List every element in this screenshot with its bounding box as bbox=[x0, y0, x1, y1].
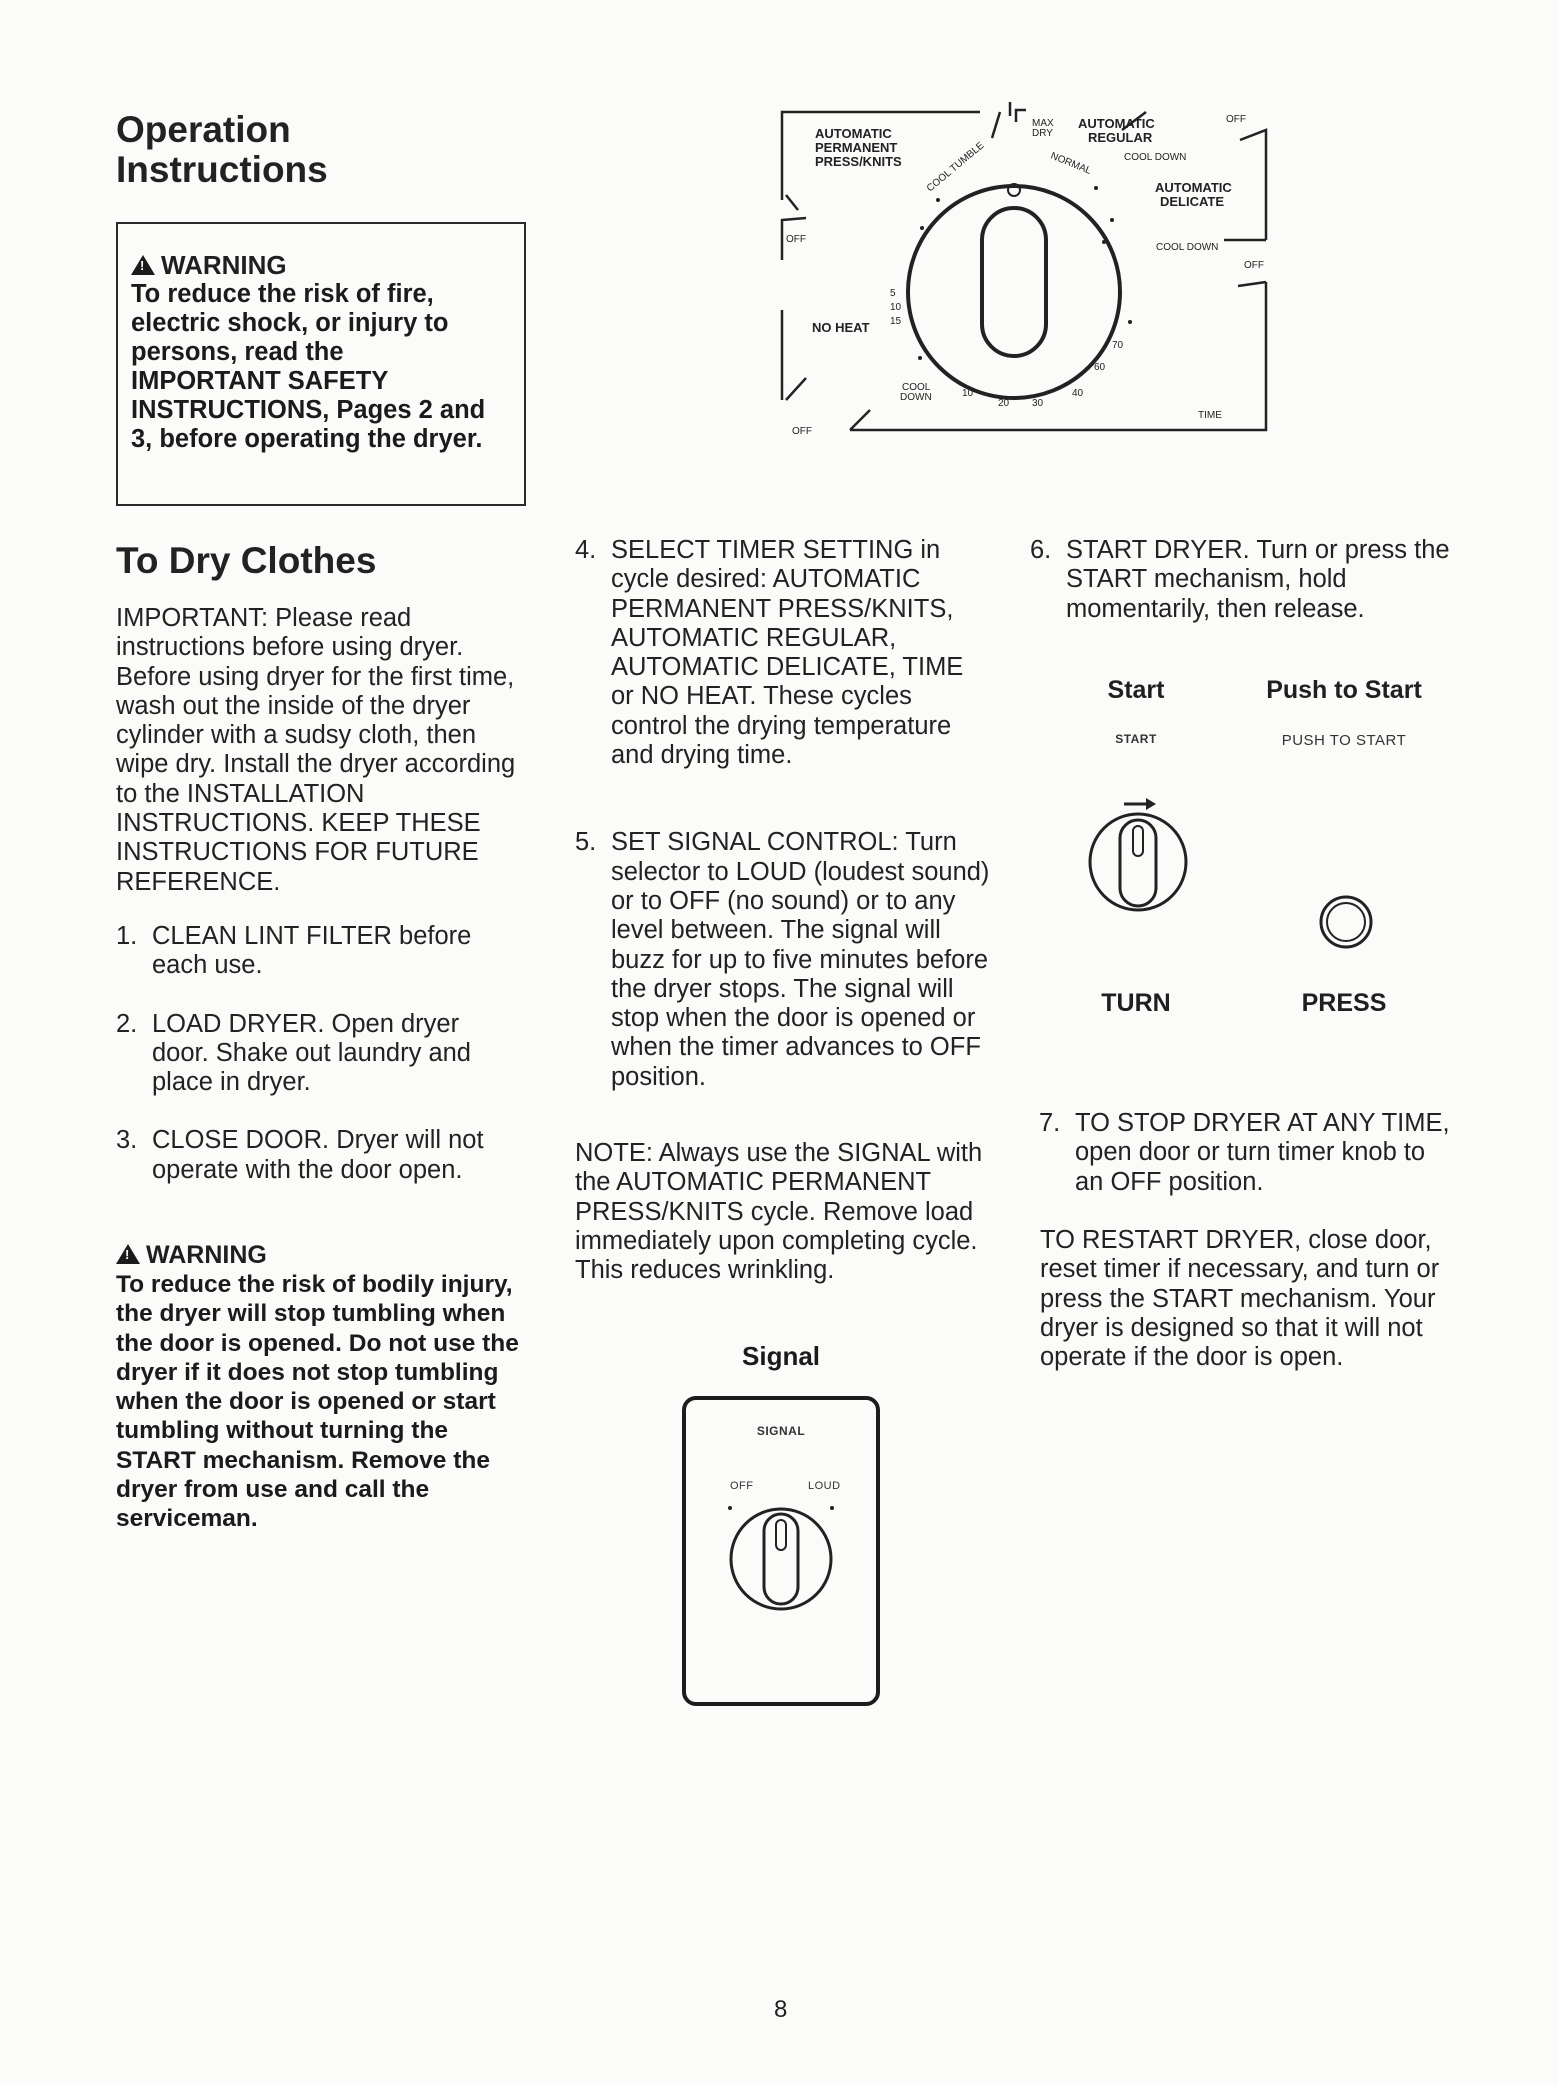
steps-list-2 bbox=[575, 536, 990, 1092]
dial-mark: 15 bbox=[890, 316, 902, 327]
dial-label-press-knits: PRESS/KNITS bbox=[815, 154, 902, 169]
dial-mark: 5 bbox=[890, 288, 896, 299]
dial-mark: 60 bbox=[1094, 362, 1106, 373]
dial-label-cool: COOL bbox=[902, 382, 931, 393]
list-item: 5. SET SIGNAL CONTROL: Turn selector to LOUD (loudest sound) or to OFF (no sound) or to any level between. The signal will buzz for up to five minutes before the dryer stops. The signal will stop when the door is opened or when the timer advances to OFF position. bbox=[575, 828, 990, 1091]
signal-panel bbox=[682, 1396, 880, 1706]
dial-label-off-left: OFF bbox=[786, 234, 806, 245]
signal-loud-label: LOUD bbox=[808, 1480, 841, 1492]
warning-label: WARNING bbox=[146, 1241, 267, 1269]
steps-list-1 bbox=[116, 922, 526, 1185]
start-sub-label: START bbox=[1115, 732, 1157, 746]
push-start-button[interactable] bbox=[1318, 894, 1374, 950]
list-item: 7. TO STOP DRYER AT ANY TIME, open door or turn timer knob to an OFF position. bbox=[1039, 1109, 1450, 1196]
dial-circle bbox=[908, 186, 1120, 398]
push-to-start-sub-label: PUSH TO START bbox=[1281, 732, 1407, 749]
dial-mark: 30 bbox=[1032, 398, 1044, 409]
dial-label-off-bottom: OFF bbox=[792, 426, 812, 437]
dial-label-permanent: PERMANENT bbox=[815, 140, 898, 155]
dial-label-down: DOWN bbox=[900, 392, 932, 403]
dial-label-no-heat: NO HEAT bbox=[812, 320, 870, 335]
step-6 bbox=[1030, 536, 1450, 624]
note-paragraph: NOTE: Always use the SIGNAL with the AUTOMATIC PERMANENT PRESS/KNITS cycle. Remove load immediately upon completing cycle. This reduces wrinkling. bbox=[575, 1139, 983, 1285]
push-to-start-title: Push to Start bbox=[1266, 676, 1422, 704]
dial-label-regular: REGULAR bbox=[1088, 130, 1153, 145]
step-7 bbox=[1039, 1109, 1459, 1197]
dial-label-cool-down-1: COOL DOWN bbox=[1124, 152, 1187, 163]
dial-label-normal: NORMAL bbox=[1048, 150, 1093, 177]
intro-paragraph: IMPORTANT: Please read instructions before using dryer. Before using dryer for the first time, wash out the inside of the dryer cylinder with a sudsy cloth, then wipe dry. Install the dryer according to the INSTALLATION INSTRUCTIONS. KEEP THESE INSTRUCTIONS FOR FUTURE REFERENCE. bbox=[116, 604, 516, 896]
dial-label-off-right: OFF bbox=[1244, 260, 1264, 271]
dial-label-max: MAX bbox=[1032, 118, 1054, 129]
dial-label-off-top: OFF bbox=[1226, 114, 1246, 125]
signal-title: Signal bbox=[742, 1341, 821, 1371]
dial-label-automatic-delicate: AUTOMATIC bbox=[1155, 180, 1232, 195]
dial-mark: 10 bbox=[890, 302, 902, 313]
title-line-1: Operation bbox=[116, 109, 291, 150]
press-label: PRESS bbox=[1301, 989, 1387, 1017]
warning-bodily-injury bbox=[116, 1240, 534, 1534]
page-title bbox=[116, 110, 328, 190]
dial-label-cool-down-2: COOL DOWN bbox=[1156, 242, 1219, 253]
list-item: 6. START DRYER. Turn or press the START mechanism, hold momentarily, then release. bbox=[1030, 536, 1450, 623]
dial-mark: 20 bbox=[998, 398, 1010, 409]
start-title: Start bbox=[1107, 676, 1165, 704]
section-title: To Dry Clothes bbox=[116, 540, 377, 581]
dial-mark: 10 bbox=[962, 388, 974, 399]
warning-text: To reduce the risk of fire, electric shock, or injury to persons, read the IMPORTANT SAFETY INSTRUCTIONS, Pages 2 and 3, before operating the dryer. bbox=[131, 280, 486, 453]
signal-off-label: OFF bbox=[730, 1480, 754, 1492]
page-number: 8 bbox=[774, 1996, 788, 2023]
list-item: 2. LOAD DRYER. Open dryer door. Shake out laundry and place in dryer. bbox=[116, 1009, 471, 1097]
signal-knob[interactable] bbox=[726, 1504, 836, 1614]
timer-dial-diagram bbox=[770, 100, 1280, 450]
restart-paragraph: TO RESTART DRYER, close door, reset timer if necessary, and turn or press the START mechanism. Your dryer is designed so that it will not operate if the door is open. bbox=[1040, 1226, 1440, 1372]
dial-label-time: TIME bbox=[1198, 410, 1222, 421]
turn-start-knob[interactable] bbox=[1086, 792, 1190, 922]
warning-box bbox=[116, 222, 526, 506]
warning-heading bbox=[116, 1240, 534, 1270]
list-item: 1. CLEAN LINT FILTER before each use. bbox=[116, 922, 472, 980]
dial-label-cool-tumble: COOL TUMBLE bbox=[924, 140, 987, 195]
turn-label: TURN bbox=[1101, 989, 1171, 1017]
warning-label: WARNING bbox=[161, 250, 287, 280]
warning-icon bbox=[116, 1244, 140, 1264]
dial-label-delicate: DELICATE bbox=[1160, 194, 1225, 209]
dial-mark: 40 bbox=[1072, 388, 1084, 399]
title-line-2: Instructions bbox=[116, 149, 328, 190]
warning-text: To reduce the risk of bodily injury, the dryer will stop tumbling when the door is opened. Do not use the dryer if it does not stop tumbling when the door is opened or start tumbling without turning the START mechanism. Remove the dryer from use and call the serviceman. bbox=[116, 1271, 519, 1533]
dial-mark: 70 bbox=[1112, 340, 1124, 351]
signal-panel-label: SIGNAL bbox=[756, 1424, 806, 1438]
dial-label-automatic-regular: AUTOMATIC bbox=[1078, 116, 1155, 131]
dial-label-dry: DRY bbox=[1032, 128, 1053, 139]
warning-icon bbox=[131, 255, 155, 275]
list-item: 4. SELECT TIMER SETTING in cycle desired: AUTOMATIC PERMANENT PRESS/KNITS, AUTOMATIC REGULAR, AUTOMATIC DELICATE, TIME or NO HEAT. These cycles control the drying temperature and drying time. bbox=[575, 536, 964, 770]
dial-label-automatic: AUTOMATIC bbox=[815, 126, 892, 141]
list-item: 3. CLOSE DOOR. Dryer will not operate with the door open. bbox=[116, 1126, 484, 1184]
warning-heading bbox=[131, 250, 512, 280]
